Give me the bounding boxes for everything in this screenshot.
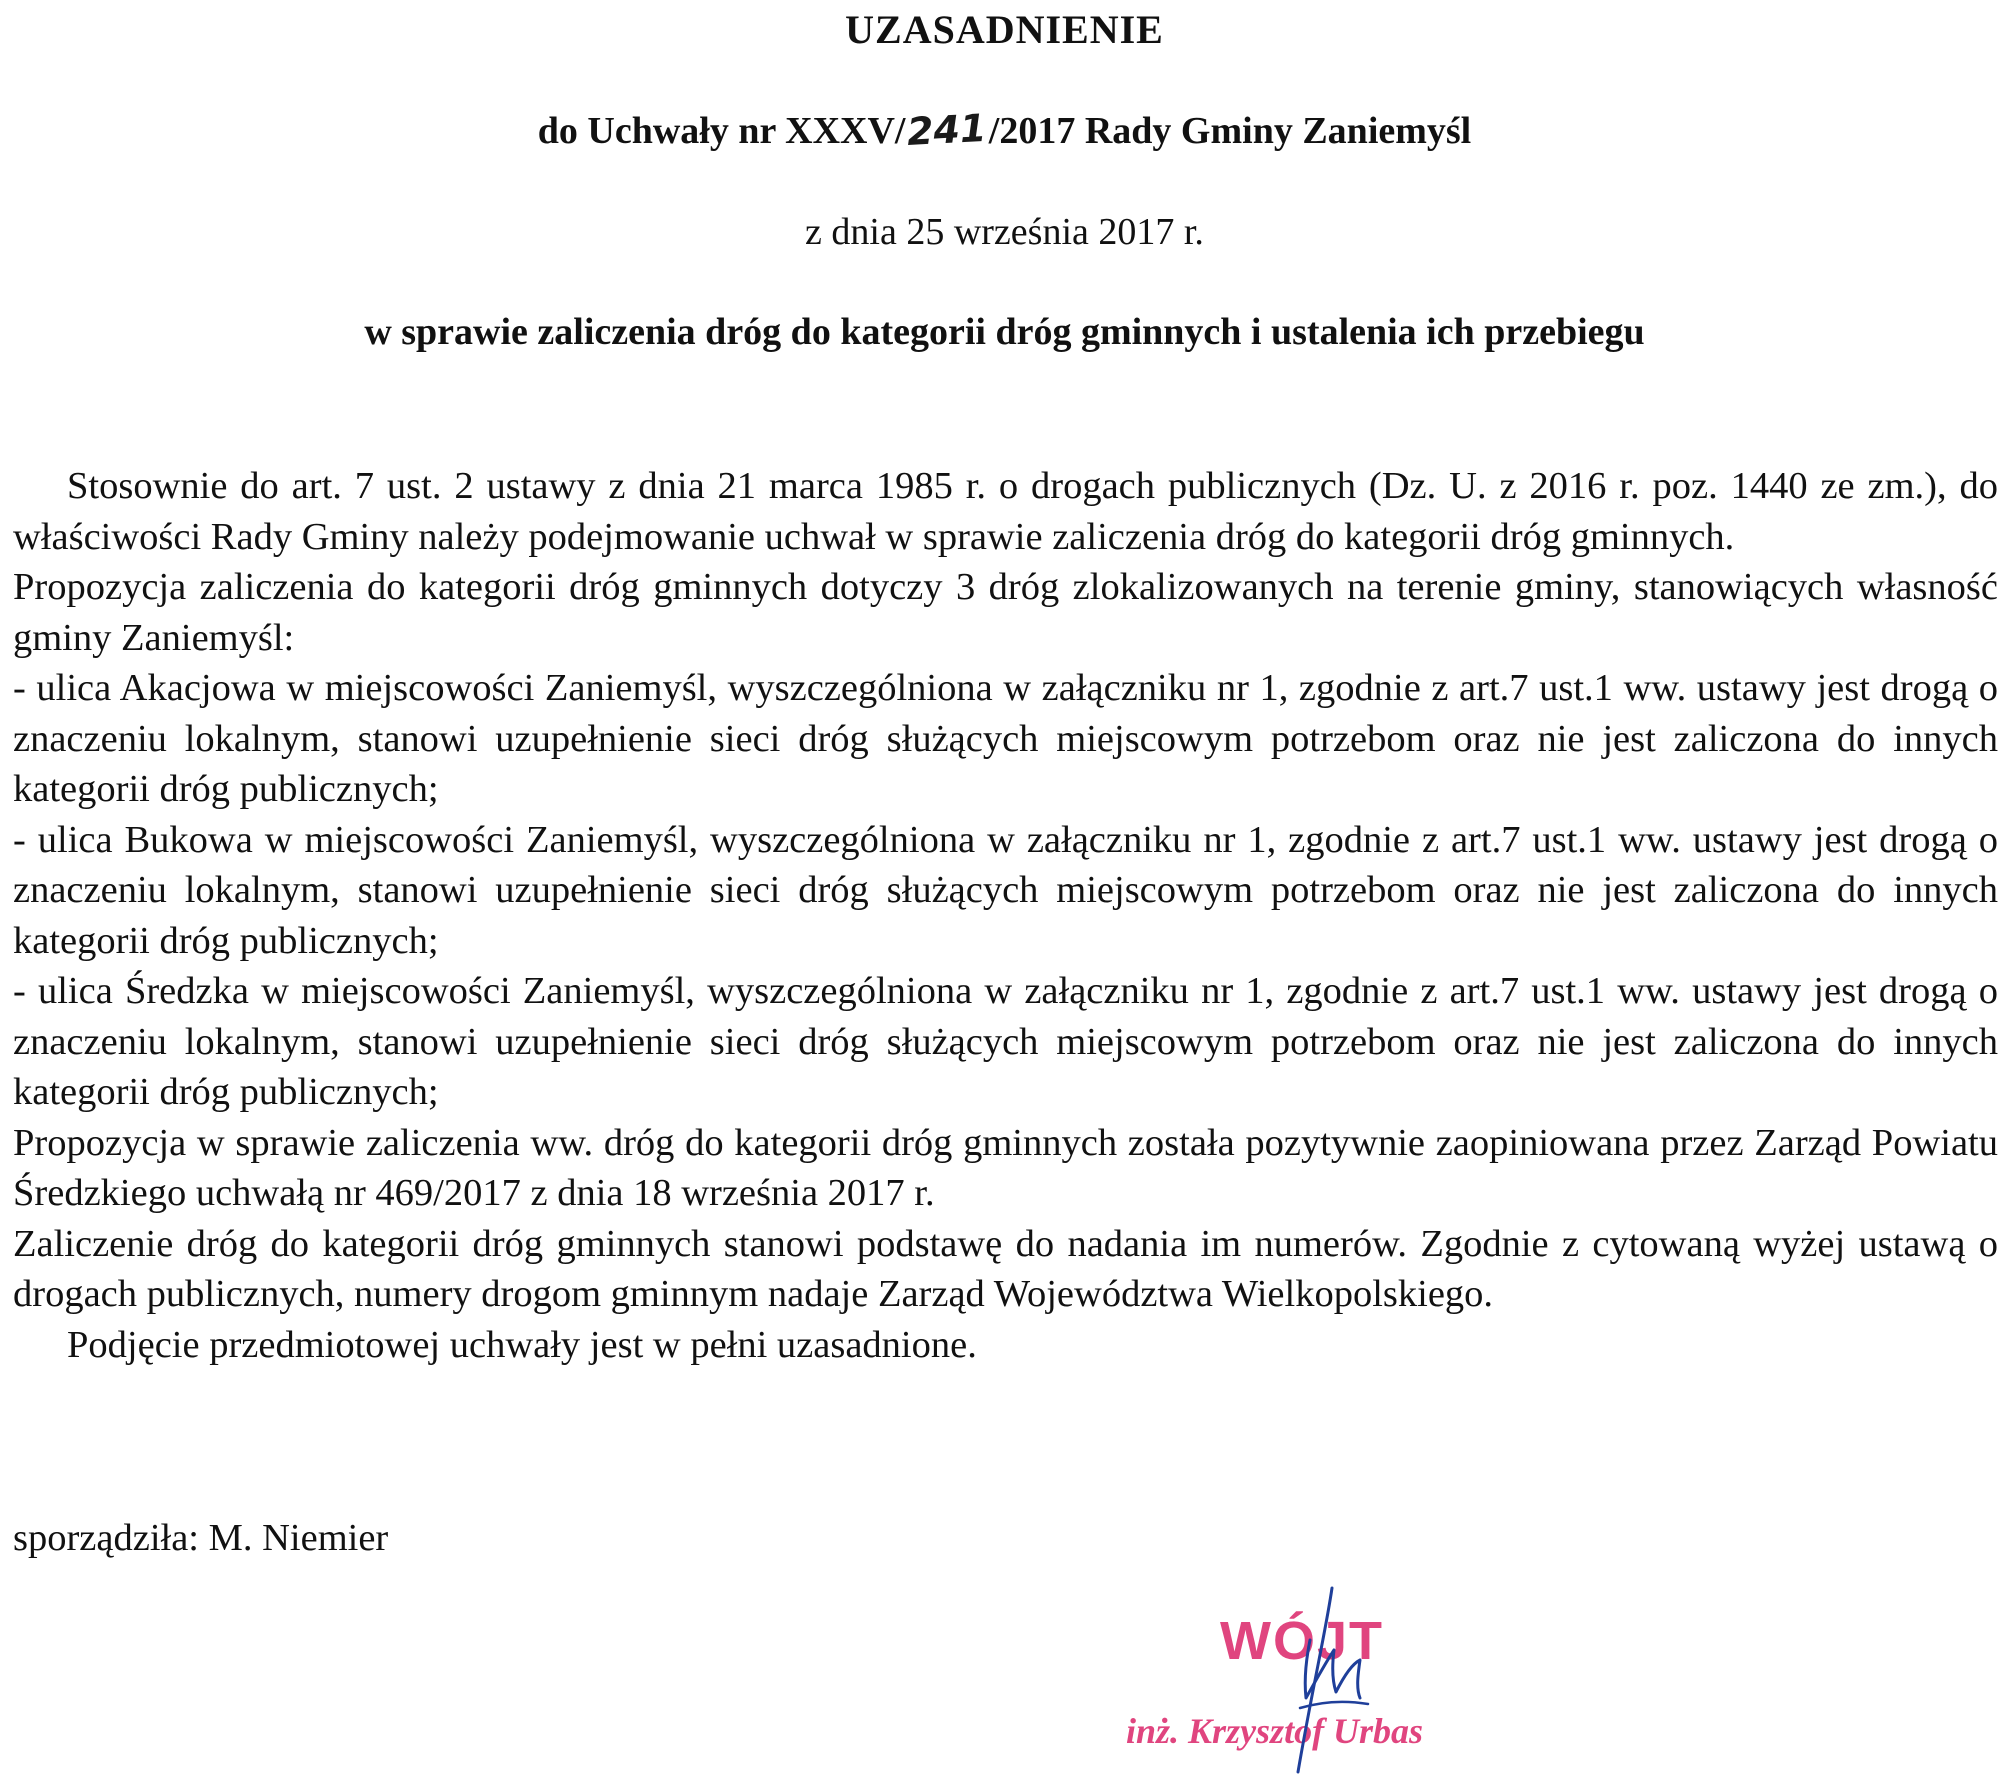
handwritten-signature [1240,1580,1390,1780]
paragraph-opinion: Propozycja w sprawie zaliczenia ww. dróg do kategorii dróg gminnych została pozytywnie zaopiniowana przez Zarząd Powiatu Średzkiego uchwałą nr 469/2017 z dnia 18 września 2017 r. [13,1121,1998,1214]
resolution-reference [0,105,2009,155]
paragraph-numbering: Zaliczenie dróg do kategorii dróg gminnych stanowi podstawę do nadania im numerów. Zgodnie z cytowaną wyżej ustawą o drogach publicznych, numery drogom gminnym nadaje Zarząd Województwa Wielkopolskiego. [13,1222,1998,1315]
paragraph-proposal: Propozycja zaliczenia do kategorii dróg gminnych dotyczy 3 dróg zlokalizowanych na terenie gminy, stanowiących własność gminy Zaniemyśl: [13,566,1998,659]
resolution-date: z dnia 25 września 2017 r. [805,211,1204,253]
paragraph-legal-basis: Stosownie do art. 7 ust. 2 ustawy z dnia 21 marca 1985 r. o drogach publicznych (Dz. U. z 2016 r. poz. 1440 ze zm.), do właściwości Rady Gminy należy podejmowanie uchwał w sprawie zaliczenia dróg do kategorii dróg gminnych. [13,465,1998,558]
list-item-bukowa: - ulica Bukowa w miejscowości Zaniemyśl, wyszczególniona w załączniku nr 1, zgodnie z art.7 ust.1 ww. ustawy jest drogą o znaczeniu lokalnym, stanowi uzupełnienie sieci dróg służących miejscowym potrzebom oraz nie jest zaliczona do innych kategorii dróg publicznych; [13,818,1998,962]
resolution-suffix: /2017 Rady Gminy Zaniemyśl [988,110,1472,152]
stamp-name: inż. Krzysztof Urbas [1126,1711,1424,1751]
handwritten-resolution-number: 241 [906,105,988,155]
paragraph-conclusion: Podjęcie przedmiotowej uchwały jest w pełni uzasadnione. [67,1323,977,1366]
resolution-subject: w sprawie zaliczenia dróg do kategorii dróg gminnych i ustalenia ich przebiegu [364,311,1645,353]
list-item-sredzka: - ulica Średzka w miejscowości Zaniemyśl, wyszczególniona w załączniku nr 1, zgodnie z art.7 ust.1 ww. ustawy jest drogą o znaczeniu lokalnym, stanowi uzupełnienie sieci dróg służących miejscowym potrzebom oraz nie jest zaliczona do innych kategorii dróg publicznych; [13,970,1998,1113]
justification-body [13,461,1998,1370]
document-title: UZASADNIENIE [845,7,1164,52]
resolution-prefix: do Uchwały nr XXXV/ [537,110,906,152]
stamp-title: WÓJT [1220,1611,1384,1671]
list-item-akacjowa: - ulica Akacjowa w miejscowości Zaniemyśl, wyszczególniona w załączniku nr 1, zgodnie z art.7 ust.1 ww. ustawy jest drogą o znaczeniu lokalnym, stanowi uzupełnienie sieci dróg służących miejscowym potrzebom oraz nie jest zaliczona do innych kategorii dróg publicznych; [13,667,1998,810]
prepared-by: sporządziła: M. Niemier [13,1517,389,1559]
